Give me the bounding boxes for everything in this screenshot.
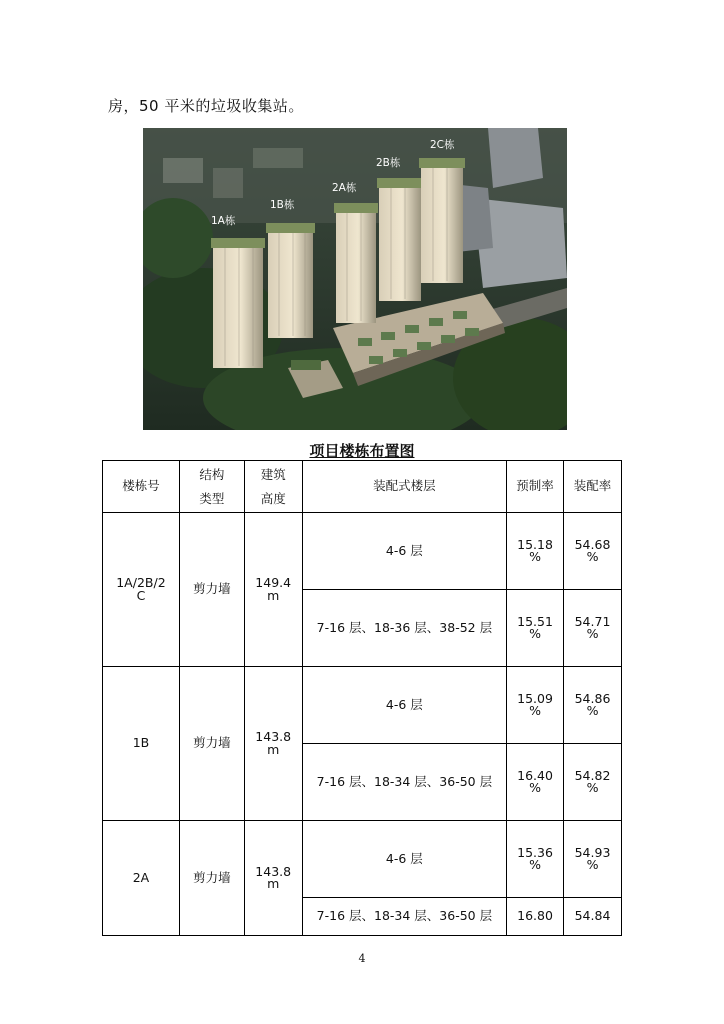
tower-label-2b: 2B栋 <box>376 157 401 169</box>
prefab-cell: 15.51 % <box>507 590 564 667</box>
header-floors: 装配式楼层 <box>302 461 506 513</box>
prefab-cell: 15.18 % <box>507 513 564 590</box>
header-structure: 结构 类型 <box>179 461 244 513</box>
prefab-cell: 16.80 <box>507 898 564 936</box>
header-assembly: 装配率 <box>564 461 622 513</box>
table-row <box>103 513 622 590</box>
header-building: 楼栋号 <box>103 461 180 513</box>
table-row <box>103 667 622 744</box>
page-number: 4 <box>358 952 366 965</box>
prefab-cell: 16.40 % <box>507 744 564 821</box>
header-prefab: 预制率 <box>507 461 564 513</box>
prefab-cell: 15.36 % <box>507 821 564 898</box>
floors-cell: 4-6 层 <box>302 667 506 744</box>
height-cell: 143.8 m <box>244 667 302 821</box>
assembly-cell: 54.68 % <box>564 513 622 590</box>
assembly-cell: 54.86 % <box>564 667 622 744</box>
structure-cell: 剪力墙 <box>179 667 244 821</box>
tower-label-2a: 2A栋 <box>332 182 357 194</box>
floors-cell: 7-16 层、18-34 层、36-50 层 <box>302 898 506 936</box>
height-cell: 149.4 m <box>244 513 302 667</box>
assembly-cell: 54.84 <box>564 898 622 936</box>
project-rendering <box>143 128 567 430</box>
structure-cell: 剪力墙 <box>179 513 244 667</box>
tower-label-2c: 2C栋 <box>430 139 455 151</box>
header-height: 建筑 高度 <box>244 461 302 513</box>
floors-cell: 4-6 层 <box>302 513 506 590</box>
height-cell: 143.8 m <box>244 821 302 936</box>
floors-cell: 7-16 层、18-34 层、36-50 层 <box>302 744 506 821</box>
table-header-row <box>103 461 622 513</box>
building-cell: 1B <box>103 667 180 821</box>
assembly-cell: 54.71 % <box>564 590 622 667</box>
floors-cell: 4-6 层 <box>302 821 506 898</box>
building-cell: 2A <box>103 821 180 936</box>
tower-label-1b: 1B栋 <box>270 199 295 211</box>
structure-cell: 剪力墙 <box>179 821 244 936</box>
building-cell: 1A/2B/2 C <box>103 513 180 667</box>
assembly-cell: 54.93 % <box>564 821 622 898</box>
building-spec-table <box>102 460 622 936</box>
figure-caption: 项目楼栋布置图 <box>309 442 415 460</box>
prefab-cell: 15.09 % <box>507 667 564 744</box>
table-row <box>103 821 622 898</box>
intro-text: 房，50 平米的垃圾收集站。 <box>108 97 304 115</box>
floors-cell: 7-16 层、18-36 层、38-52 层 <box>302 590 506 667</box>
assembly-cell: 54.82 % <box>564 744 622 821</box>
tower-label-1a: 1A栋 <box>211 215 236 227</box>
